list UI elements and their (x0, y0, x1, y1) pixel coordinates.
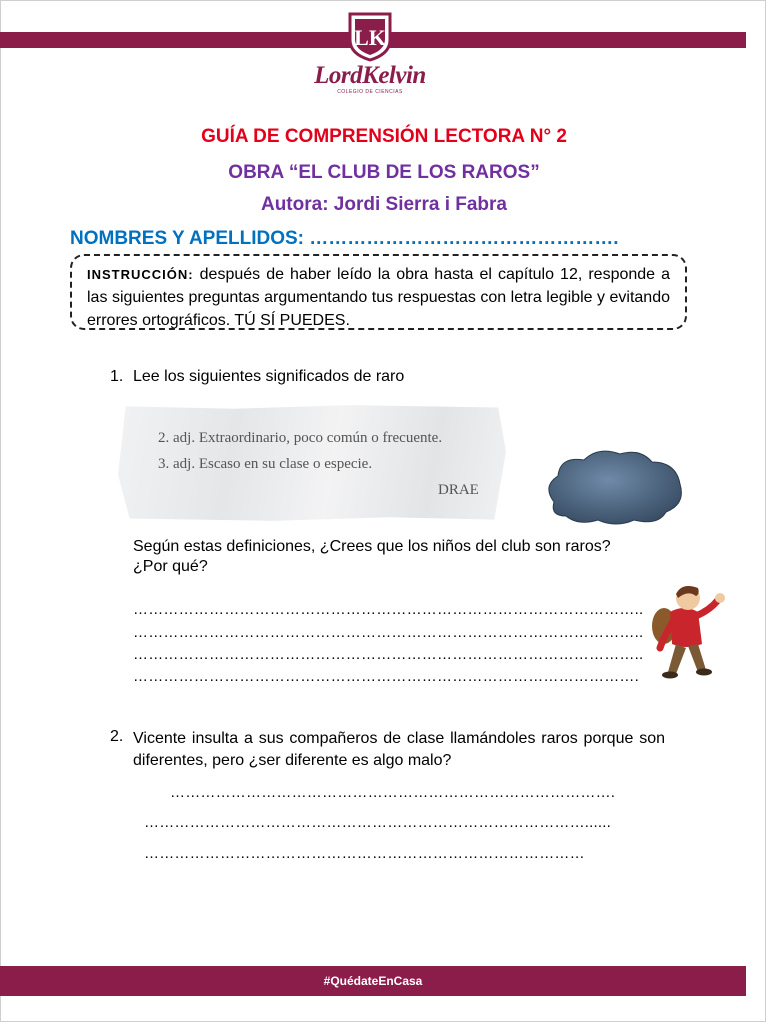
question-1-number: 1. (110, 368, 124, 385)
instruction-text: después de haber leído la obra hasta el capítulo 12, responde a las siguientes preguntas argumentando tus respuestas con letra legible y evitando errores ortográficos. TÚ SÍ PUEDES. (87, 266, 670, 329)
answer-line-2-1[interactable]: ……………………………………………………………………………. (170, 784, 616, 801)
instruction-label: INSTRUCCIÓN: (87, 267, 194, 282)
crest-initials: LK (354, 25, 386, 50)
work-title: OBRA “EL CLUB DE LOS RAROS” (228, 162, 540, 183)
answer-line-1-4[interactable]: ………………………………………………………………………………………. (133, 668, 639, 685)
names-field[interactable]: NOMBRES Y APELLIDOS: …………………………………………. (70, 228, 619, 249)
question-1-question: Según estas definiciones, ¿Crees que los niños del club son raros? (133, 538, 611, 555)
instruction-box (70, 254, 687, 330)
school-name: LordKelvin (314, 62, 426, 89)
question-1-text: Lee los siguientes significados de raro (133, 368, 405, 385)
answer-line-1-1[interactable]: ……………………………………………………………………………………….. (133, 601, 644, 618)
cloud-icon (540, 446, 686, 528)
answer-line-1-3[interactable]: ……………………………………………………………………………………….. (133, 646, 644, 663)
answer-line-2-2[interactable]: ……………………………………………………………………………...... (144, 814, 612, 831)
question-1-why: ¿Por qué? (133, 558, 208, 575)
definition-2: 2. adj. Extraordinario, poco común o frecuente. (158, 430, 443, 446)
question-2-number: 2. (110, 728, 124, 745)
crest-icon (346, 12, 394, 62)
guide-title: GUÍA DE COMPRENSIÓN LECTORA N° 2 (201, 126, 567, 147)
footer-hashtag: #QuédateEnCasa (323, 974, 423, 988)
running-boy-icon (648, 576, 728, 680)
question-2-text: Vicente insulta a sus compañeros de clase llamándoles raros porque son diferentes, pero ¿ser diferente es algo malo? (133, 730, 665, 769)
question-1-prompt (133, 537, 665, 577)
school-logo (300, 8, 440, 95)
answer-line-1-2[interactable]: ……………………………………………………………………………………….. (133, 624, 644, 641)
author-line: Autora: Jordi Sierra i Fabra (260, 194, 507, 215)
answer-line-2-3[interactable]: …………………………………………………………………………… (144, 845, 585, 862)
definition-3: 3. adj. Escaso en su clase o especie. (158, 456, 373, 472)
definition-source: DRAE (438, 482, 479, 498)
school-subtitle: COLEGIO DE CIENCIAS (337, 89, 403, 95)
